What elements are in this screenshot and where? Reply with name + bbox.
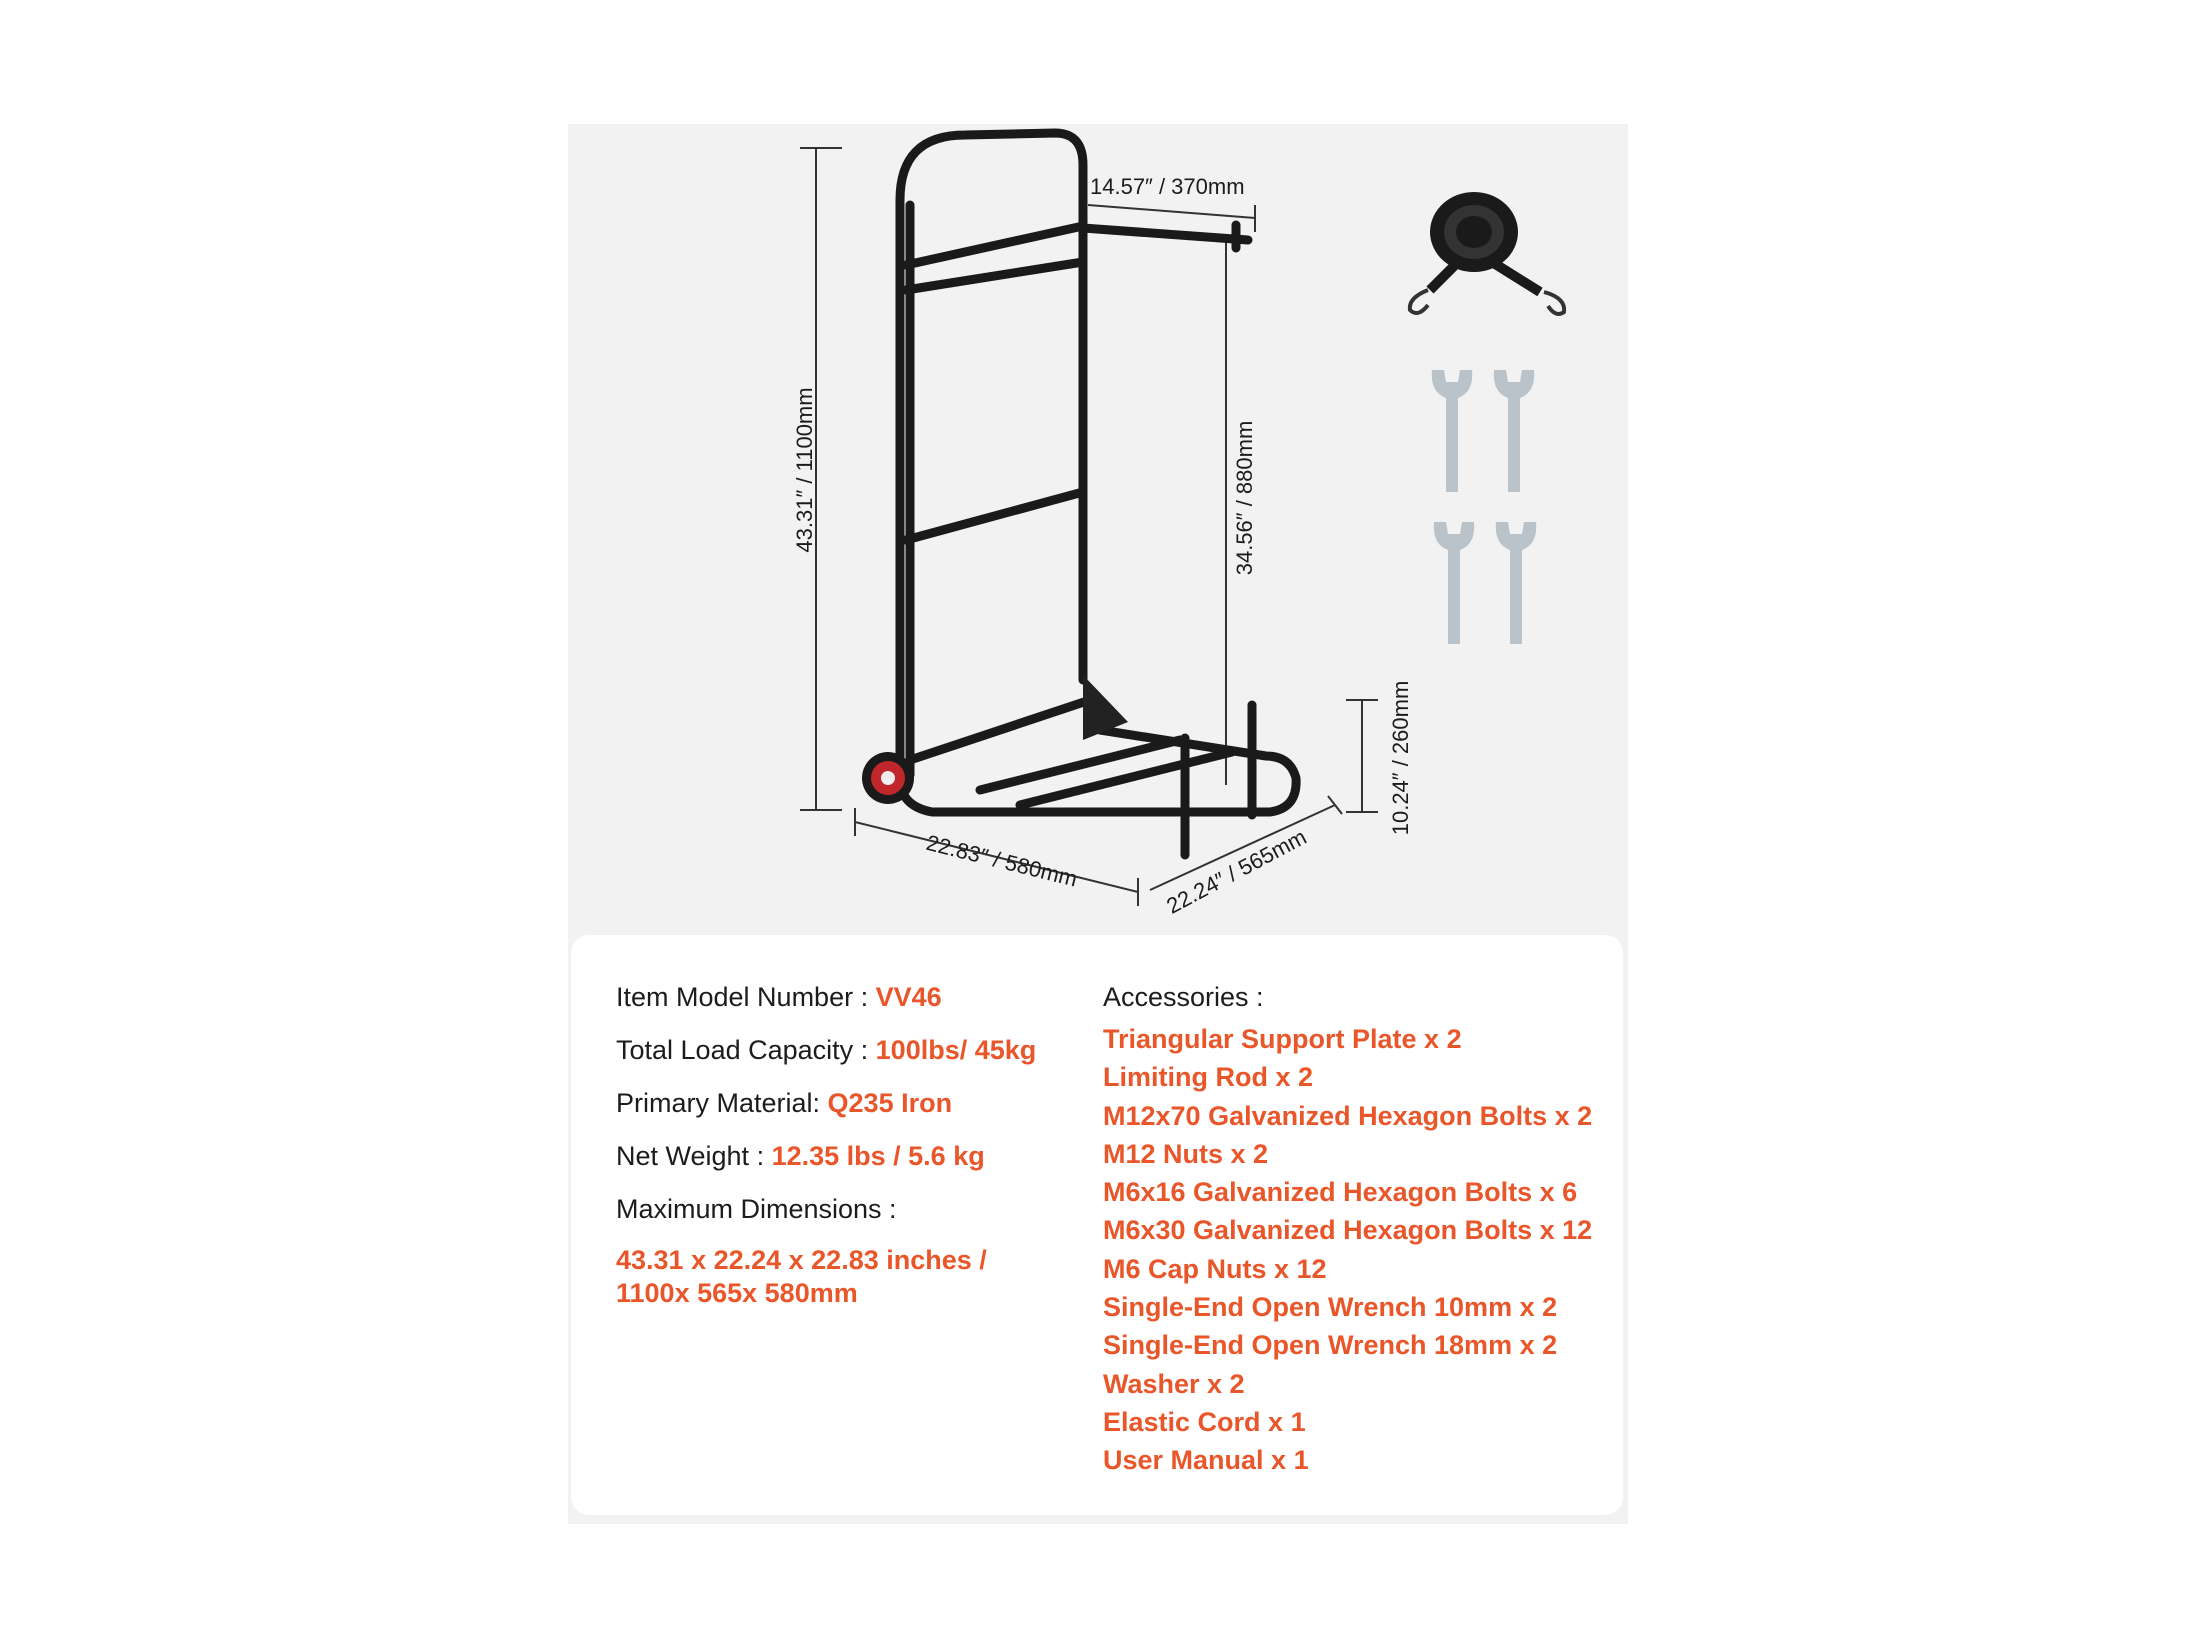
list-item: Single-End Open Wrench 10mm x 2 — [1103, 1292, 1558, 1323]
list-item: User Manual x 1 — [1103, 1445, 1309, 1476]
base-width-label: 22.24″ / 565mm — [1162, 824, 1311, 919]
material-value: Q235 Iron — [827, 1088, 953, 1118]
top-depth-label: 14.57″ / 370mm — [1090, 174, 1245, 199]
load-capacity-row — [616, 1035, 1036, 1066]
dimensions-value-line2: 1100x 565x 580mm — [616, 1278, 858, 1308]
elastic-cord — [1410, 192, 1564, 314]
list-item: Single-End Open Wrench 18mm x 2 — [1103, 1330, 1558, 1361]
list-item: M6x30 Galvanized Hexagon Bolts x 12 — [1103, 1215, 1593, 1246]
list-item: M6 Cap Nuts x 12 — [1103, 1253, 1327, 1284]
model-number-label: Item Model Number : — [616, 982, 876, 1012]
load-capacity-value: 100lbs/ 45kg — [875, 1035, 1037, 1065]
net-weight-value: 12.35 lbs / 5.6 kg — [771, 1141, 985, 1171]
load-capacity-label: Total Load Capacity : — [616, 1035, 876, 1065]
accessories-title: Accessories : — [1103, 982, 1264, 1012]
base-length-label: 22.83″ / 580mm — [923, 829, 1080, 892]
post-height-label: 10.24″ / 260mm — [1388, 680, 1413, 836]
dimensions-label: Maximum Dimensions : — [616, 1194, 897, 1224]
mid-height-label: 34.56″ / 880mm — [1232, 420, 1257, 576]
list-item: Triangular Support Plate x 2 — [1103, 1024, 1462, 1054]
accessories-list — [1103, 1020, 1592, 1480]
list-item: Washer x 2 — [1103, 1368, 1245, 1399]
model-number-value: VV46 — [875, 982, 942, 1012]
net-weight-label: Net Weight : — [616, 1141, 772, 1171]
dimensions-value — [616, 1244, 987, 1310]
list-item: M6x16 Galvanized Hexagon Bolts x 6 — [1103, 1177, 1578, 1208]
dimensions-value-line1: 43.31 x 22.24 x 22.83 inches / — [616, 1245, 987, 1275]
model-number-row — [616, 982, 942, 1013]
list-item: Elastic Cord x 1 — [1103, 1406, 1306, 1437]
list-item: M12x70 Galvanized Hexagon Bolts x 2 — [1103, 1100, 1593, 1131]
list-item: Limiting Rod x 2 — [1103, 1062, 1314, 1093]
wrench-icon — [1432, 370, 1536, 644]
list-item: M12 Nuts x 2 — [1103, 1138, 1269, 1169]
wheel — [862, 752, 914, 804]
total-height-label: 43.31″ / 1100mm — [792, 387, 817, 553]
net-weight-row — [616, 1141, 985, 1172]
material-row — [616, 1088, 952, 1119]
post-height-dimension — [1346, 700, 1378, 812]
material-label: Primary Material: — [616, 1088, 828, 1118]
